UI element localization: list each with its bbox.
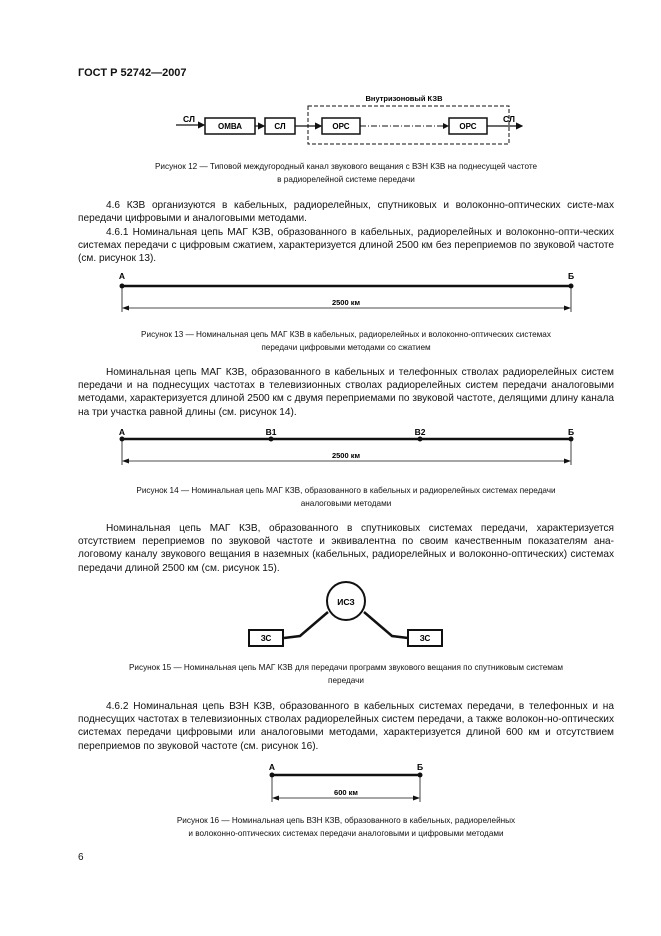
paragraph-4-6-1: 4.6.1 Номинальная цепь МАГ КЗВ, образованного в кабельных, радиорелейных и волоконно-опти-ческих системах передачи с цифровым сжатием, характеризуется длиной 2500 км без переприемов по звуковой частоте (см. рисунок 13). [78, 227, 614, 265]
fig15-satellite-label: ИСЗ [337, 597, 355, 607]
figure-13-diagram [110, 268, 582, 316]
figure-14-diagram [110, 425, 582, 473]
fig15-station-right-label: ЗС [419, 634, 431, 643]
fig15-link-right [364, 612, 408, 638]
figure-12-caption: Рисунок 12 — Типовой междугородный канал звукового вещания с ВЗН КЗВ на поднесущей частоте в радиорелейной системе передачи [154, 162, 538, 184]
fig12-label-in: СЛ [183, 114, 195, 124]
fig12-box-ors-2-label: ОРС [459, 122, 477, 131]
figure-14-caption: Рисунок 14 — Номинальная цепь МАГ КЗВ, образованного в кабельных и радиорелейных системах передачи аналоговыми методами [136, 486, 556, 508]
figure-16-caption: Рисунок 16 — Номинальная цепь ВЗН КЗВ, образованного в кабельных, радиорелейных и волоконно-оптических системах передачи аналоговыми и цифровыми методами [176, 816, 516, 838]
page-header: ГОСТ Р 52742—2007 [78, 67, 187, 79]
figure-16-diagram [262, 758, 432, 806]
fig14-distance: 2500 км [331, 451, 361, 460]
fig16-point-a: А [268, 762, 276, 772]
fig15-link-left [284, 612, 328, 638]
fig13-point-a: А [118, 271, 126, 281]
fig12-box-ors-1-label: ОРС [332, 122, 350, 131]
fig16-distance: 600 км [334, 788, 358, 797]
figure-15-caption: Рисунок 15 — Номинальная цепь МАГ КЗВ для передачи программ звукового вещания по спутниковым системам передачи [128, 663, 564, 685]
page-number: 6 [78, 852, 84, 863]
paragraph-4-6: 4.6 КЗВ организуются в кабельных, радиорелейных, спутниковых и волоконно-оптических систе-мах передачи цифровыми и аналоговыми методами. [78, 200, 614, 225]
paragraph-fig15-intro: Номинальная цепь МАГ КЗВ, образованного в спутниковых системах передачи, характеризуется отсутствием переприемов по звуковой частоте и эквивалентна по своим качественным показателям ана-логовому каналу звукового вещания в наземных (кабельных, радиорелейных и волоконно-оптических) системах передачи длиной 2500 км (см. рисунок 15). [78, 523, 614, 574]
fig14-point-a: А [118, 427, 126, 437]
figure-13-caption: Рисунок 13 — Номинальная цепь МАГ КЗВ в кабельных, радиорелейных и волоконно-оптических системах передачи цифровыми методами со сжатием [141, 330, 551, 352]
fig14-point-b: Б [567, 427, 575, 437]
figure-12-diagram [160, 88, 540, 148]
figure-15-diagram [240, 578, 470, 650]
fig12-box-omva-label: ОМВА [217, 122, 243, 131]
fig12-label-out: СЛ [503, 114, 515, 124]
fig15-station-left-label: ЗС [260, 634, 272, 643]
fig13-distance: 2500 км [331, 298, 361, 307]
fig13-point-b: Б [567, 271, 575, 281]
fig14-point-v2: В2 [414, 427, 426, 437]
fig12-box-sl-label: СЛ [274, 122, 286, 131]
fig12-dashed-title: Внутризоновый КЗВ [365, 94, 443, 103]
fig16-point-b: Б [416, 762, 424, 772]
paragraph-fig14-intro: Номинальная цепь МАГ КЗВ, образованного в кабельных и телефонных стволах радиорелейных систем передачи и на поднесущих частотах в телевизионных стволах радиорелейных систем передачи аналоговыми методами, характеризуется длиной 2500 км с двумя переприемами по звуковой частоте, делящими длину канала на три участка равной длины (см. рисунок 14). [78, 367, 614, 418]
fig14-point-v1: В1 [265, 427, 277, 437]
paragraph-4-6-2: 4.6.2 Номинальная цепь ВЗН КЗВ, образованного в кабельных системах передачи, в телефонных и на поднесущих частотах в телевизионных стволах радиорелейных систем передачи, а также волокон-но-оптических системах передачи цифровыми или аналоговыми методами, характеризуется длиной 600 км и отсутствием переприемов по звуковой частоте (см. рисунок 16). [78, 701, 614, 752]
